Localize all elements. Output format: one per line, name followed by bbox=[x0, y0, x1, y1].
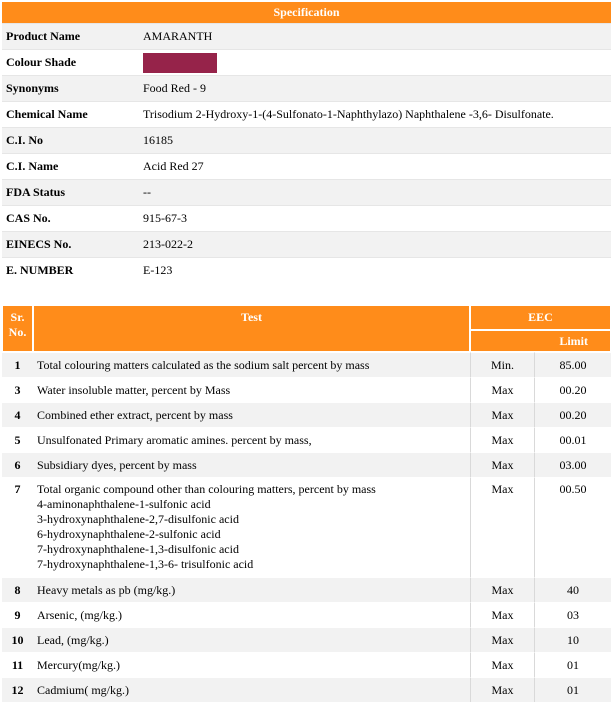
limit-value: 03.00 bbox=[534, 452, 611, 477]
spec-label: EINECS No. bbox=[2, 231, 139, 257]
test-name: Subsidiary dyes, percent by mass bbox=[33, 452, 470, 477]
spec-value: E-123 bbox=[139, 257, 611, 283]
test-header: Test bbox=[33, 305, 470, 352]
spec-label: C.I. Name bbox=[2, 153, 139, 179]
spec-row bbox=[2, 153, 611, 179]
spec-value: Food Red - 9 bbox=[139, 75, 611, 101]
test-name: Water insoluble matter, percent by Mass bbox=[33, 377, 470, 402]
sub-compound: 6-hydroxynaphthalene-2-sulfonic acid bbox=[37, 527, 221, 541]
table-row bbox=[2, 402, 611, 427]
sr-no: 11 bbox=[2, 652, 33, 677]
table-row bbox=[2, 627, 611, 652]
limit-header: Limit bbox=[470, 330, 611, 352]
test-name: Unsulfonated Primary aromatic amines. percent by mass, bbox=[33, 427, 470, 452]
spec-label: Product Name bbox=[2, 23, 139, 49]
limit-value: 00.20 bbox=[534, 377, 611, 402]
table-row bbox=[2, 677, 611, 702]
spec-value: Trisodium 2-Hydroxy-1-(4-Sulfonato-1-Naphthylazo) Naphthalene -3,6- Disulfonate. bbox=[139, 101, 611, 127]
spec-value: 213-022-2 bbox=[139, 231, 611, 257]
limit-type: Min. bbox=[470, 352, 534, 377]
sr-no: 5 bbox=[2, 427, 33, 452]
sr-no: 3 bbox=[2, 377, 33, 402]
spec-label: CAS No. bbox=[2, 205, 139, 231]
spec-label: C.I. No bbox=[2, 127, 139, 153]
sub-compound: 4-aminonaphthalene-1-sulfonic acid bbox=[37, 497, 211, 511]
test-name: Heavy metals as pb (mg/kg.) bbox=[33, 577, 470, 602]
limit-value: 01 bbox=[534, 677, 611, 702]
spec-label: Chemical Name bbox=[2, 101, 139, 127]
limit-value: 00.01 bbox=[534, 427, 611, 452]
spec-label: FDA Status bbox=[2, 179, 139, 205]
spec-value: 16185 bbox=[139, 127, 611, 153]
sr-no-header: Sr. No. bbox=[2, 305, 33, 352]
test-cell bbox=[33, 477, 470, 577]
spec-value: Acid Red 27 bbox=[139, 153, 611, 179]
sr-no: 1 bbox=[2, 352, 33, 377]
limit-type: Max bbox=[470, 627, 534, 652]
limit-value: 85.00 bbox=[534, 352, 611, 377]
limit-type: Max bbox=[470, 377, 534, 402]
sr-no: 6 bbox=[2, 452, 33, 477]
limit-type: Max bbox=[470, 427, 534, 452]
sub-compound: 7-hydroxynaphthalene-1,3-disulfonic acid bbox=[37, 542, 239, 556]
table-row bbox=[2, 352, 611, 377]
limit-type: Max bbox=[470, 602, 534, 627]
sr-no: 8 bbox=[2, 577, 33, 602]
spec-value: -- bbox=[139, 179, 611, 205]
spec-row bbox=[2, 257, 611, 283]
spec-value: 915-67-3 bbox=[139, 205, 611, 231]
test-name: Lead, (mg/kg.) bbox=[33, 627, 470, 652]
sr-no: 12 bbox=[2, 677, 33, 702]
spec-value: AMARANTH bbox=[139, 23, 611, 49]
limit-value: 00.20 bbox=[534, 402, 611, 427]
sr-no: 10 bbox=[2, 627, 33, 652]
limit-type: Max bbox=[470, 452, 534, 477]
spec-label: Colour Shade bbox=[2, 49, 139, 75]
sub-compound: 7-hydroxynaphthalene-1,3-6- trisulfonic acid bbox=[37, 557, 254, 571]
limit-value: 03 bbox=[534, 602, 611, 627]
test-name: Cadmium( mg/kg.) bbox=[33, 677, 470, 702]
spec-row bbox=[2, 23, 611, 49]
test-name: Mercury(mg/kg.) bbox=[33, 652, 470, 677]
limit-value: 40 bbox=[534, 577, 611, 602]
sub-compound: 3-hydroxynaphthalene-2,7-disulfonic acid bbox=[37, 512, 239, 526]
sr-no: 9 bbox=[2, 602, 33, 627]
specification-table bbox=[2, 2, 611, 283]
table-row bbox=[2, 577, 611, 602]
spec-row bbox=[2, 179, 611, 205]
limit-type: Max bbox=[470, 652, 534, 677]
table-row bbox=[2, 377, 611, 402]
spec-row bbox=[2, 127, 611, 153]
limit-value: 01 bbox=[534, 652, 611, 677]
sr-no: 7 bbox=[2, 477, 33, 577]
test-table bbox=[2, 305, 611, 702]
table-row bbox=[2, 652, 611, 677]
colour-shade-swatch bbox=[143, 53, 217, 73]
limit-value: 00.50 bbox=[534, 477, 611, 577]
spec-row bbox=[2, 49, 611, 75]
test-name: Arsenic, (mg/kg.) bbox=[33, 602, 470, 627]
spec-label: Synonyms bbox=[2, 75, 139, 101]
limit-type: Max bbox=[470, 677, 534, 702]
limit-type: Max bbox=[470, 402, 534, 427]
sr-no: 4 bbox=[2, 402, 33, 427]
table-row bbox=[2, 427, 611, 452]
table-row bbox=[2, 602, 611, 627]
limit-value: 10 bbox=[534, 627, 611, 652]
spec-row bbox=[2, 101, 611, 127]
test-name: Combined ether extract, percent by mass bbox=[33, 402, 470, 427]
table-row bbox=[2, 477, 611, 577]
spec-row bbox=[2, 75, 611, 101]
table-row bbox=[2, 452, 611, 477]
spec-row bbox=[2, 205, 611, 231]
spec-row bbox=[2, 231, 611, 257]
spec-title: Specification bbox=[2, 2, 611, 23]
limit-type: Max bbox=[470, 577, 534, 602]
test-name: Total organic compound other than colouring matters, percent by mass bbox=[37, 482, 376, 496]
spec-label: E. NUMBER bbox=[2, 257, 139, 283]
limit-type: Max bbox=[470, 477, 534, 577]
test-name: Total colouring matters calculated as the sodium salt percent by mass bbox=[33, 352, 470, 377]
eec-header: EEC bbox=[470, 305, 611, 330]
